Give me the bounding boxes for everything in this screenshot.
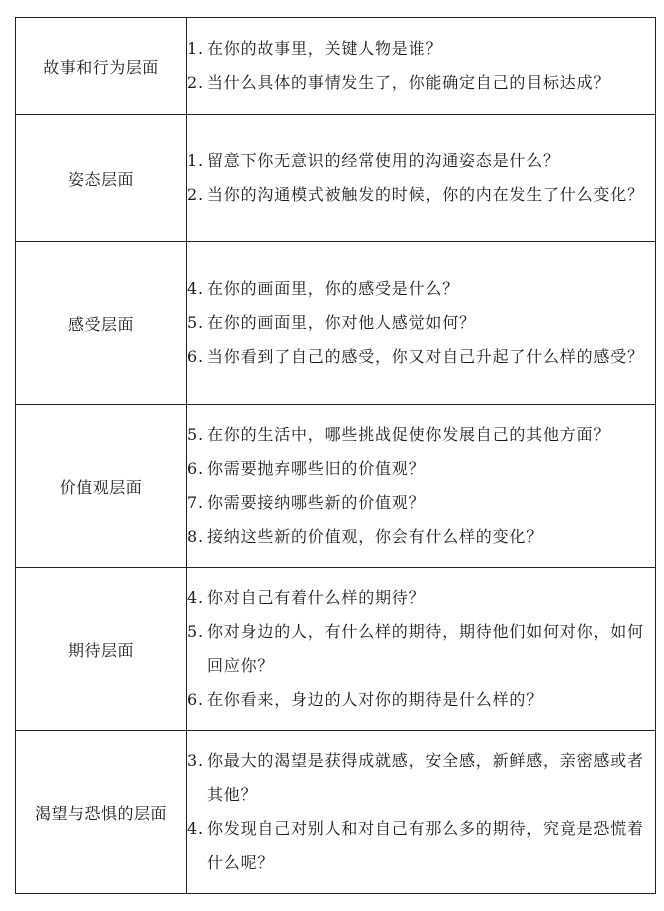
item-text: 你需要接纳哪些新的价值观？	[207, 493, 426, 512]
item-number: 2.	[187, 185, 204, 204]
table-row	[16, 405, 656, 568]
item-text: 你需要抛弃哪些旧的价值观？	[207, 459, 426, 478]
question-list	[187, 731, 656, 894]
item-text: 你最大的渴望是获得成就感，安全感，新鲜感，亲密感或者其他？	[207, 751, 644, 804]
item-number: 4.	[187, 279, 204, 298]
list-item	[187, 66, 655, 100]
table-row	[16, 568, 656, 731]
table-body	[16, 18, 656, 894]
list-item	[187, 812, 655, 880]
row-label: 姿态层面	[16, 115, 187, 242]
item-number: 6.	[187, 459, 204, 478]
item-text: 在你的画面里，你对他人感觉如何？	[207, 313, 476, 332]
item-number: 8.	[187, 527, 204, 546]
list-item	[187, 486, 655, 520]
item-text: 在你的故事里，关键人物是谁？	[207, 39, 443, 58]
list-item	[187, 452, 655, 486]
list-item	[187, 520, 655, 554]
question-list	[187, 405, 656, 568]
item-number: 5.	[187, 425, 204, 444]
item-text: 留意下你无意识的经常使用的沟通姿态是什么？	[207, 151, 560, 170]
item-number: 3.	[187, 751, 204, 770]
item-number: 6.	[187, 347, 204, 366]
row-label: 价值观层面	[16, 405, 187, 568]
item-text: 当你的沟通模式被触发的时候，你的内在发生了什么变化？	[207, 185, 644, 204]
row-label: 故事和行为层面	[16, 18, 187, 115]
item-text: 你发现自己对别人和对自己有那么多的期待，究竟是恐慌着什么呢？	[207, 819, 644, 872]
item-number: 1.	[187, 39, 204, 58]
list-item	[187, 178, 655, 212]
item-number: 1.	[187, 151, 204, 170]
question-list	[187, 242, 656, 405]
question-list	[187, 568, 656, 731]
item-number: 5.	[187, 313, 204, 332]
item-number: 6.	[187, 690, 204, 709]
item-text: 在你的画面里，你的感受是什么？	[207, 279, 460, 298]
list-item	[187, 144, 655, 178]
question-list	[187, 115, 656, 242]
item-number: 4.	[187, 819, 204, 838]
table-row	[16, 115, 656, 242]
list-item	[187, 340, 655, 374]
list-item	[187, 418, 655, 452]
list-item	[187, 32, 655, 66]
item-number: 4.	[187, 588, 204, 607]
list-item	[187, 744, 655, 812]
table-row	[16, 731, 656, 894]
list-item	[187, 581, 655, 615]
item-text: 在你看来，身边的人对你的期待是什么样的？	[207, 690, 544, 709]
row-label: 感受层面	[16, 242, 187, 405]
item-number: 7.	[187, 493, 204, 512]
list-item	[187, 683, 655, 717]
table-row	[16, 18, 656, 115]
item-text: 在你的生活中，哪些挑战促使你发展自己的其他方面？	[207, 425, 611, 444]
list-item	[187, 306, 655, 340]
row-label: 期待层面	[16, 568, 187, 731]
item-number: 5.	[187, 622, 204, 641]
reflection-question-table	[15, 17, 656, 894]
list-item	[187, 615, 655, 683]
row-label: 渴望与恐惧的层面	[16, 731, 187, 894]
item-number: 2.	[187, 73, 204, 92]
item-text: 接纳这些新的价值观，你会有什么样的变化？	[207, 527, 544, 546]
list-item	[187, 272, 655, 306]
item-text: 当你看到了自己的感受，你又对自己升起了什么样的感受？	[207, 347, 644, 366]
item-text: 当什么具体的事情发生了，你能确定自己的目标达成？	[207, 73, 611, 92]
question-list	[187, 18, 656, 115]
item-text: 你对自己有着什么样的期待？	[207, 588, 426, 607]
table-row	[16, 242, 656, 405]
item-text: 你对身边的人，有什么样的期待，期待他们如何对你，如何回应你？	[207, 622, 644, 675]
